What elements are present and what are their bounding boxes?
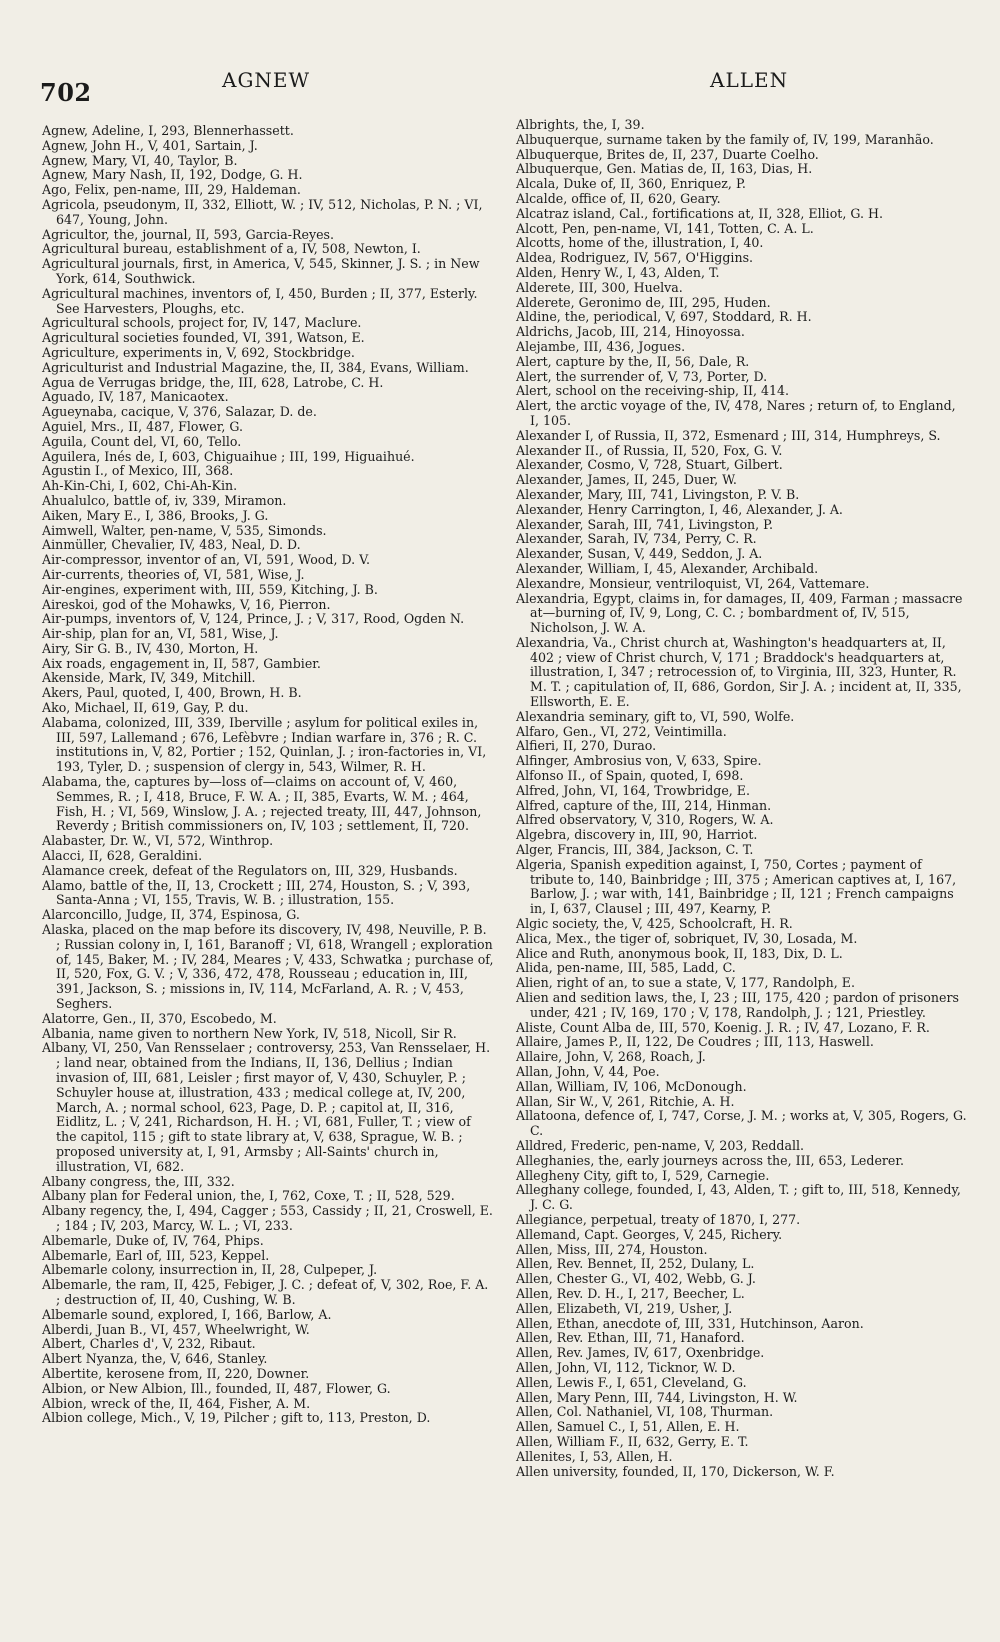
- index-entry: Alamo, battle of the, II, 13, Crockett ; III, 274, Houston, S. ; V, 393, Santa-Anna ; VI, 155, Travis, W. B. ; illustration, 155.: [42, 877, 471, 908]
- index-entry: Allen, Rev. D. H., I, 217, Beecher, L.: [516, 1285, 745, 1301]
- index-entry: Alderete, Geronimo de, III, 295, Huden.: [516, 294, 771, 310]
- index-entry: Alger, Francis, III, 384, Jackson, C. T.: [516, 842, 754, 858]
- index-entry: Akenside, Mark, IV, 349, Mitchill.: [42, 670, 256, 686]
- index-entry: Alcala, Duke of, II, 360, Enriquez, P.: [516, 176, 746, 192]
- index-entry: Alert, the arctic voyage of the, IV, 478, Nares ; return of, to England, I, 105.: [516, 398, 956, 428]
- index-entry: Air-ship, plan for an, VI, 581, Wise, J.: [42, 626, 279, 642]
- index-entry: Alejambe, III, 436, Jogues.: [516, 338, 686, 354]
- index-entry: Aldea, Rodriguez, IV, 567, O'Higgins.: [516, 250, 754, 266]
- index-entry: Alfred, capture of the, III, 214, Hinman.: [516, 797, 772, 813]
- index-entry: Allan, Sir W., V, 261, Ritchie, A. H.: [516, 1093, 735, 1109]
- index-entry: Algeria, Spanish expedition against, I, 750, Cortes ; payment of tribute to, 140, Bainbridge ; III, 375 ; American captives at, I, 167, Barlow, J. ; war with, 141, Bainbridge ; II, 121 ; French campaigns in, I, 637, Clausel ; III, 497, Kearny, P.: [516, 856, 957, 917]
- index-entry: Agricultural journals, first, in America, V, 545, Skinner, J. S. ; in New York, 614, Southwick.: [42, 256, 480, 286]
- left-column: [42, 124, 494, 1426]
- index-entry: Air-pumps, inventors of, V, 124, Prince, J. ; V, 317, Rood, Ogden N.: [42, 611, 465, 627]
- index-entry: Agricultor, the, journal, II, 593, Garcia-Reyes.: [42, 226, 334, 242]
- index-entry: Allen, William F., II, 632, Gerry, E. T.: [516, 1433, 749, 1449]
- index-entry: Allen, Ethan, anecdote of, III, 331, Hutchinson, Aaron.: [516, 1315, 864, 1331]
- index-entry: Alexander II., of Russia, II, 520, Fox, G. V.: [516, 442, 783, 458]
- right-column: [516, 118, 968, 1479]
- index-entry: Air-engines, experiment with, III, 559, Kitching, J. B.: [42, 581, 378, 597]
- index-entry: Agricultural societies founded, VI, 391, Watson, E.: [42, 330, 365, 346]
- index-entry: Ainmüller, Chevalier, IV, 483, Neal, D. D.: [42, 537, 301, 553]
- index-entry: Alexander, William, I, 45, Alexander, Archibald.: [516, 560, 819, 576]
- index-entry: Alfinger, Ambrosius von, V, 633, Spire.: [516, 753, 762, 769]
- index-entry: Alfonso II., of Spain, quoted, I, 698.: [516, 768, 744, 784]
- index-entry: Albert, Charles d', V, 232, Ribaut.: [42, 1336, 256, 1352]
- index-entry: Alberdi, Juan B., VI, 457, Wheelwright, W.: [42, 1321, 310, 1337]
- index-entry: Agricultural bureau, establishment of a, IV, 508, Newton, I.: [42, 241, 421, 257]
- index-entry: Aireskoi, god of the Mohawks, V, 16, Pierron.: [42, 596, 331, 612]
- index-entry: Agnew, Mary, VI, 40, Taylor, B.: [42, 152, 238, 168]
- index-entry: Alida, pen-name, III, 585, Ladd, C.: [516, 960, 736, 976]
- index-entry: Alice and Ruth, anonymous book, II, 183, Dix, D. L.: [516, 945, 843, 961]
- index-entry: Alarconcillo, Judge, II, 374, Espinosa, G.: [42, 907, 300, 923]
- index-entry: Alexander I, of Russia, II, 372, Esmenard ; III, 314, Humphreys, S.: [516, 427, 941, 443]
- index-entry: Aimwell, Walter, pen-name, V, 535, Simonds.: [42, 522, 327, 538]
- index-entry: Agnew, John H., V, 401, Sartain, J.: [42, 137, 258, 153]
- index-entry: Albuquerque, surname taken by the family of, IV, 199, Maranhão.: [516, 131, 934, 147]
- index-entry: Albion, or New Albion, Ill., founded, II, 487, Flower, G.: [42, 1380, 391, 1396]
- index-entry: Allenites, I, 53, Allen, H.: [516, 1448, 673, 1464]
- page-number: 702: [40, 78, 92, 107]
- index-entry: Alexandre, Monsieur, ventriloquist, VI, 264, Vattemare.: [516, 575, 870, 591]
- index-entry: Agustin I., of Mexico, III, 368.: [42, 463, 234, 479]
- index-entry: Alldred, Frederic, pen-name, V, 203, Reddall.: [516, 1137, 805, 1153]
- index-entry: Alert, the surrender of, V, 73, Porter, D.: [516, 368, 768, 384]
- index-entry: Allen university, founded, II, 170, Dickerson, W. F.: [516, 1463, 835, 1479]
- index-entry: Alcott, Pen, pen-name, VI, 141, Totten, C. A. L.: [516, 220, 814, 236]
- index-entry: Allen, Mary Penn, III, 744, Livingston, H. W.: [516, 1389, 798, 1405]
- index-entry: Ah-Kin-Chi, I, 602, Chi-Ah-Kin.: [42, 478, 238, 494]
- index-entry: Ahualulco, battle of, iv, 339, Miramon.: [42, 492, 287, 508]
- index-entry: Agua de Verrugas bridge, the, III, 628, Latrobe, C. H.: [42, 374, 384, 390]
- index-entry: Aguila, Count del, VI, 60, Tello.: [42, 433, 242, 449]
- index-entry: Albany, VI, 250, Van Rensselaer ; controversy, 253, Van Rensselaer, H. ; land near, obtained from the Indians, II, 136, Dellius ; Indian invasion of, III, 681, Leisler ; first mayor of, V, 430, Schuyler, P. ; Schuyler house at, illustration, 433 ; medical college at, IV, 200, March, A. ; normal school, 623, Page, D. P. ; capitol at, II, 316, Eidlitz, L. ; V, 241, Richardson, H. H. ; VI, 681, Fuller, T. ; view of the capitol, 115 ; gift to state library at, V, 638, Sprague, W. B. ; proposed university at, I, 91, Armsby ; All-Saints' church in, illustration, VI, 682.: [42, 1040, 491, 1174]
- index-entry: Allegheny City, gift to, I, 529, Carnegie.: [516, 1167, 770, 1183]
- index-entry: Albania, name given to northern New York, IV, 518, Nicoll, Sir R.: [42, 1025, 457, 1041]
- index-entry: Alabama, the, captures by—loss of—claims on account of, V, 460, Semmes, R. ; I, 418, Bruce, F. W. A. ; II, 385, Evarts, W. M. ; 464, Fish, H. ; VI, 569, Winslow, J. A. ; rejected treaty, III, 447, Johnson, Reverdy ; British commissioners on, IV, 103 ; settlement, II, 720.: [42, 774, 482, 834]
- index-entry: Airy, Sir G. B., IV, 430, Morton, H.: [42, 640, 259, 656]
- index-entry: Alden, Henry W., I, 43, Alden, T.: [516, 264, 720, 280]
- index-entry: Alfaro, Gen., VI, 272, Veintimilla.: [516, 723, 727, 739]
- index-entry: Albemarle sound, explored, I, 166, Barlow, A.: [42, 1306, 332, 1322]
- index-entry: Alexander, James, II, 245, Duer, W.: [516, 472, 737, 488]
- index-entry: Albrights, the, I, 39.: [516, 117, 645, 132]
- index-entry: Alatorre, Gen., II, 370, Escobedo, M.: [42, 1010, 277, 1026]
- index-entry: Allaire, John, V, 268, Roach, J.: [516, 1049, 706, 1065]
- index-entry: Albuquerque, Brites de, II, 237, Duarte Coelho.: [516, 146, 819, 162]
- index-entry: Albemarle, Duke of, IV, 764, Phips.: [42, 1232, 264, 1248]
- index-entry: Alien and sedition laws, the, I, 23 ; III, 175, 420 ; pardon of prisoners under, 421 ; IV, 169, 170 ; V, 178, Randolph, J. ; 121, Priestley.: [516, 990, 959, 1020]
- index-entry: Albert Nyanza, the, V, 646, Stanley.: [42, 1351, 268, 1367]
- index-entry: Albertite, kerosene from, II, 220, Downer.: [42, 1365, 310, 1381]
- index-entry: Alien, right of an, to sue a state, V, 177, Randolph, E.: [516, 975, 855, 991]
- index-entry: Allan, William, IV, 106, McDonough.: [516, 1078, 747, 1094]
- index-entry: Alert, capture by the, II, 56, Dale, R.: [516, 353, 750, 369]
- index-entry: Alamance creek, defeat of the Regulators on, III, 329, Husbands.: [42, 862, 458, 878]
- index-entry: Allen, Lewis F., I, 651, Cleveland, G.: [516, 1374, 747, 1390]
- index-entry: Albuquerque, Gen. Matias de, II, 163, Dias, H.: [516, 161, 813, 177]
- index-entry: Alderete, III, 300, Huelva.: [516, 279, 683, 295]
- index-entry: Albemarle, Earl of, III, 523, Keppel.: [42, 1247, 270, 1263]
- index-entry: Allen, Elizabeth, VI, 219, Usher, J.: [516, 1300, 733, 1316]
- index-entry: Alcotts, home of the, illustration, I, 40.: [516, 235, 764, 251]
- index-entry: Allen, Rev. James, IV, 617, Oxenbridge.: [516, 1345, 765, 1361]
- index-entry: Aguilera, Inés de, I, 603, Chiguaihue ; III, 199, Higuaihué.: [42, 448, 415, 464]
- index-entry: Aiken, Mary E., I, 386, Brooks, J. G.: [42, 507, 269, 523]
- index-entry: Allemand, Capt. Georges, V, 245, Richery.: [516, 1226, 783, 1242]
- index-entry: Agricultural machines, inventors of, I, 450, Burden ; II, 377, Esterly. See Harvesters, Ploughs, etc.: [42, 285, 478, 316]
- index-entry: Alexander, Cosmo, V, 728, Stuart, Gilbert.: [516, 457, 783, 473]
- index-entry: Air-compressor, inventor of an, VI, 591, Wood, D. V.: [42, 552, 371, 568]
- index-entry: Albemarle, the ram, II, 425, Febiger, J. C. ; defeat of, V, 302, Roe, F. A. ; destruction of, II, 40, Cushing, W. B.: [42, 1277, 489, 1307]
- index-entry: Alica, Mex., the tiger of, sobriquet, IV, 30, Losada, M.: [516, 930, 858, 946]
- index-entry: Allaire, James P., II, 122, De Coudres ; III, 113, Haswell.: [516, 1034, 874, 1050]
- index-entry: Albany regency, the, I, 494, Cagger ; 553, Cassidy ; II, 21, Croswell, E. ; 184 ; IV, 203, Marcy, W. L. ; VI, 233.: [42, 1203, 493, 1233]
- index-entry: Alexander, Henry Carrington, I, 46, Alexander, J. A.: [516, 501, 843, 517]
- index-entry: Alacci, II, 628, Geraldini.: [42, 848, 203, 864]
- index-entry: Albion college, Mich., V, 19, Pilcher ; gift to, 113, Preston, D.: [42, 1410, 431, 1426]
- index-entry: Aix roads, engagement in, II, 587, Gambier.: [42, 655, 321, 671]
- index-entry: Agriculturist and Industrial Magazine, the, II, 384, Evans, William.: [42, 359, 469, 375]
- index-entry: Alfred observatory, V, 310, Rogers, W. A.: [516, 812, 774, 828]
- index-entry: Agnew, Adeline, I, 293, Blennerhassett.: [42, 123, 294, 138]
- index-entry: Alert, school on the receiving-ship, II, 414.: [516, 383, 790, 399]
- index-entry: Alexander, Mary, III, 741, Livingston, P. V. B.: [516, 486, 800, 502]
- index-entry: Ako, Michael, II, 619, Gay, P. du.: [42, 700, 249, 716]
- index-entry: Agnew, Mary Nash, II, 192, Dodge, G. H.: [42, 167, 303, 183]
- index-entry: Albany congress, the, III, 332.: [42, 1173, 235, 1189]
- index-entry: Algebra, discovery in, III, 90, Harriot.: [516, 827, 758, 843]
- index-entry: Alexandria seminary, gift to, VI, 590, Wolfe.: [516, 708, 795, 724]
- index-entry: Agriculture, experiments in, V, 692, Stockbridge.: [42, 344, 355, 360]
- index-entry: Air-currents, theories of, VI, 581, Wise, J.: [42, 566, 305, 582]
- index-entry: Alcatraz island, Cal., fortifications at, II, 328, Elliot, G. H.: [516, 205, 883, 221]
- index-entry: Allen, Samuel C., I, 51, Allen, E. H.: [516, 1419, 740, 1435]
- index-entry: Algic society, the, V, 425, Schoolcraft, H. R.: [516, 916, 793, 932]
- index-entry: Allen, Col. Nathaniel, VI, 108, Thurman.: [516, 1404, 774, 1420]
- index-entry: Allatoona, defence of, I, 747, Corse, J. M. ; works at, V, 305, Rogers, G. C.: [516, 1108, 967, 1139]
- running-head-left: AGNEW: [222, 68, 311, 92]
- index-entry: Albion, wreck of the, II, 464, Fisher, A. M.: [42, 1395, 311, 1411]
- index-entry: Allen, Miss, III, 274, Houston.: [516, 1241, 708, 1257]
- index-entry: Alaska, placed on the map before its discovery, IV, 498, Neuville, P. B. ; Russian colony in, I, 161, Baranoff ; VI, 618, Wrangell ; exploration of, 145, Baker, M. ; IV, 284, Meares ; V, 433, Schwatka ; purchase of, II, 520, Fox, G. V. ; V, 336, 472, 478, Rousseau ; education in, III, 391, Jackson, S. ; missions in, IV, 114, McFarland, A. R. ; V, 453, Seghers.: [42, 922, 494, 1012]
- index-entry: Allan, John, V, 44, Poe.: [516, 1064, 660, 1079]
- index-entry: Aldine, the, periodical, V, 697, Stoddard, R. H.: [516, 309, 812, 325]
- running-head-right: ALLEN: [710, 68, 789, 92]
- index-entry: Alexander, Sarah, IV, 734, Perry, C. R.: [516, 531, 757, 547]
- index-entry: Albany plan for Federal union, the, I, 762, Coxe, T. ; II, 528, 529.: [42, 1188, 455, 1204]
- index-entry: Alfieri, II, 270, Durao.: [516, 738, 657, 754]
- index-entry: Albemarle colony, insurrection in, II, 28, Culpeper, J.: [42, 1262, 378, 1278]
- index-entry: Allen, John, VI, 112, Ticknor, W. D.: [516, 1359, 736, 1375]
- index-entry: Alexander, Susan, V, 449, Seddon, J. A.: [516, 546, 763, 562]
- index-entry: Alexandria, Egypt, claims in, for damages, II, 409, Farman ; massacre at—burning of, IV, 9, Long, C. C. ; bombardment of, IV, 515, Nicholson, J. W. A.: [516, 590, 963, 636]
- index-entry: Alleghany college, founded, I, 43, Alden, T. ; gift to, III, 518, Kennedy, J. C. G.: [516, 1182, 961, 1213]
- index-entry: Alleghanies, the, early journeys across the, III, 653, Lederer.: [516, 1152, 905, 1168]
- index-entry: Alabama, colonized, III, 339, Iberville ; asylum for political exiles in, III, 597, Lallemand ; 676, Lefèbvre ; Indian warfare in, 376 ; R. C. institutions in, V, 82, Portier ; 152, Quinlan, J. ; iron-factories in, VI, 193, Tyler, D. ; suspension of clergy in, 543, Wilmer, R. H.: [42, 714, 487, 775]
- index-entry: Aguiel, Mrs., II, 487, Flower, G.: [42, 418, 244, 434]
- index-entry: Aldrichs, Jacob, III, 214, Hinoyossa.: [516, 324, 745, 340]
- index-entry: Alexandria, Va., Christ church at, Washington's headquarters at, II, 402 ; view of Christ church, V, 171 ; Braddock's headquarters at, illustration, I, 347 ; retrocession of, to Virginia, III, 323, Hunter, R. M. T. ; capitulation of, II, 686, Gordon, Sir J. A. ; incident at, II, 335, Ellsworth, E. E.: [516, 634, 962, 710]
- index-entry: Ago, Felix, pen-name, III, 29, Haldeman.: [42, 182, 301, 198]
- index-entry: Aliste, Count Alba de, III, 570, Koenig. J. R. ; IV, 47, Lozano, F. R.: [516, 1019, 930, 1035]
- index-entry: Agricultural schools, project for, IV, 147, Maclure.: [42, 315, 362, 331]
- index-entry: Alcalde, office of, II, 620, Geary.: [516, 190, 721, 206]
- index-entry: Allen, Rev. Ethan, III, 71, Hanaford.: [516, 1330, 745, 1346]
- index-entry: Agueynaba, cacique, V, 376, Salazar, D. de.: [42, 404, 317, 420]
- index-entry: Aguado, IV, 187, Manicaotex.: [42, 389, 229, 405]
- index-entry: Akers, Paul, quoted, I, 400, Brown, H. B.: [42, 685, 302, 701]
- index-entry: Alabaster, Dr. W., VI, 572, Winthrop.: [42, 833, 274, 849]
- index-entry: Allen, Chester G., VI, 402, Webb, G. J.: [516, 1271, 756, 1287]
- index-entry: Alexander, Sarah, III, 741, Livingston, P.: [516, 516, 774, 532]
- index-entry: Agricola, pseudonym, II, 332, Elliott, W. ; IV, 512, Nicholas, P. N. ; VI, 647, Young, John.: [42, 196, 483, 227]
- index-entry: Allegiance, perpetual, treaty of 1870, I, 277.: [516, 1211, 801, 1227]
- index-entry: Allen, Rev. Bennet, II, 252, Dulany, L.: [516, 1256, 755, 1272]
- index-entry: Alfred, John, VI, 164, Trowbridge, E.: [516, 782, 750, 798]
